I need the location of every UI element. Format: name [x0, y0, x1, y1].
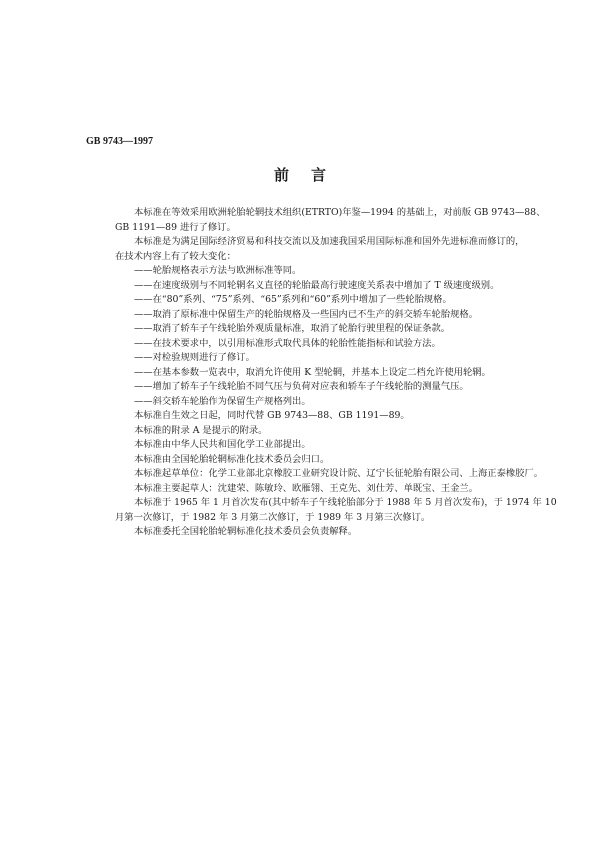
- text-line: 月第一次修订，于 1982 年 3 月第二次修订，于 1989 年 3 月第三次修订。: [115, 511, 431, 523]
- text-line: ——增加了轿车子午线轮胎不同气压与负荷对应表和轿车子午线轮胎的测量气压。: [134, 381, 469, 392]
- standard-number-header: GB 9743—1997: [86, 136, 153, 147]
- text-line: 本标准委托全国轮胎轮辋标准化技术委员会负责解释。: [134, 526, 358, 537]
- text-line: ——在“80”系列、“75”系列、“65”系列和“60”系列中增加了一些轮胎规格。: [134, 294, 452, 305]
- text-line: ——取消了原标准中保留生产的轮胎规格及一些国内已不生产的斜交轿车轮胎规格。: [134, 308, 478, 320]
- text-line: ——取消了轿车子午线轮胎外观质量标准，取消了轮胎行驶里程的保证条款。: [134, 323, 451, 334]
- text-line: 本标准是为满足国际经济贸易和科技交流以及加速我国采用国际标准和国外先进标准而修订的，: [134, 236, 525, 247]
- text-line: 本标准的附录 A 是提示的附录。: [134, 424, 268, 436]
- foreword-body: [115, 206, 575, 540]
- text-line: 本标准自生效之日起，同时代替 GB 9743—88、GB 1191—89。: [134, 410, 410, 421]
- text-line: ——斜交轿车轮胎作为保留生产规格列出。: [134, 395, 311, 407]
- text-line: ——在速度级别与不同轮辋名义直径的轮胎最高行驶速度关系表中增加了 T 级速度级别。: [134, 279, 500, 291]
- text-line: 本标准由中华人民共和国化学工业部提出。: [134, 439, 311, 450]
- text-line: ——对检验规则进行了修订。: [134, 352, 255, 363]
- text-line: ——轮胎规格表示方法与欧洲标准等同。: [134, 265, 302, 276]
- text-line: 本标准在等效采用欧洲轮胎轮辋技术组织(ETRTO)年鉴—1994 的基础上，对前版 GB 9743—88、: [134, 207, 546, 218]
- text-line: 本标准起草单位：化学工业部北京橡胶工业研究设计院、辽宁长征轮胎有限公司、上海正泰橡胶厂。: [134, 468, 544, 479]
- text-line: 本标准由全国轮胎轮辋标准化技术委员会归口。: [134, 453, 330, 465]
- page-title: 前言: [273, 166, 348, 184]
- text-line: 本标准于 1965 年 1 月首次发布(其中轿车子午线轮胎部分于 1988 年 5 月首次发布)，于 1974 年 10: [134, 497, 557, 508]
- text-line: ——在技术要求中，以引用标准形式取代具体的轮胎性能指标和试验方法。: [134, 337, 441, 349]
- text-line: GB 1191—89 进行了修订。: [115, 221, 236, 233]
- text-line: ——在基本参数一览表中，取消允许使用 K 型轮辋，并基本上设定二档允许使用轮辋。: [134, 366, 491, 378]
- text-line: 在技术内容上有了较大变化：: [115, 250, 236, 262]
- text-line: 本标准主要起草人：沈建荣、陈敏玲、欧雁翎、王克先、刘仕芳、单既宝、王金兰。: [134, 482, 478, 494]
